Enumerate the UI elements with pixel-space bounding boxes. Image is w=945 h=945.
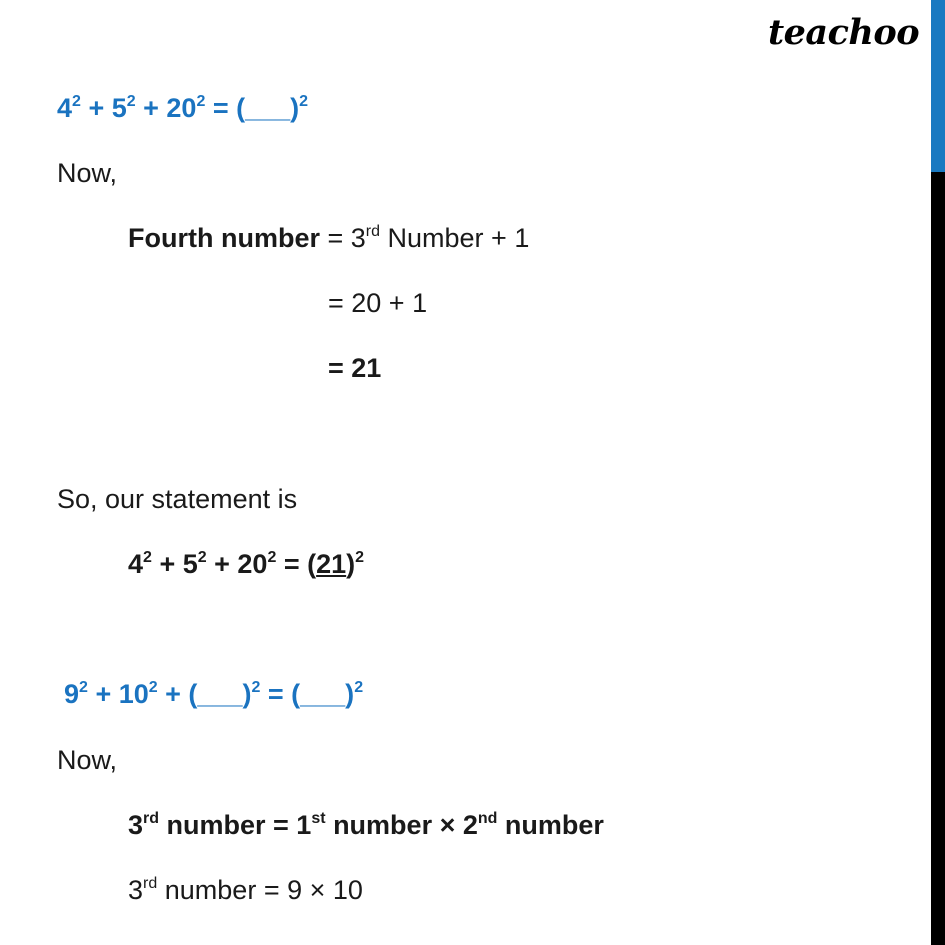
statement-intro: So, our statement is: [57, 484, 298, 514]
calculation-step-2: 3rd number = 9 × 10: [128, 875, 363, 905]
slide-sidebar-accent: [931, 0, 945, 172]
question-2-heading: $9^2 + 10^2$ + (___)$^2$ = (___)$^2$: [64, 679, 364, 709]
fourth-number-rule: Fourth number = 3rd Number + 1: [128, 223, 530, 253]
teachoo-logo: teachoo: [768, 12, 920, 53]
now-label-1: Now,: [57, 158, 118, 188]
third-number-rule: 3rd number = 1st number × 2nd number: [128, 810, 604, 840]
calculation-result-1: = 21: [328, 353, 382, 383]
statement-answer: $4^2 + 5^2 + 20^2 = (21)^2$: [128, 549, 365, 579]
now-label-2: Now,: [57, 745, 118, 775]
question-1-heading: $4^2 + 5^2 + 20^2$ = (___)$^2$: [57, 93, 309, 123]
calculation-step-1: = 20 + 1: [328, 288, 428, 318]
